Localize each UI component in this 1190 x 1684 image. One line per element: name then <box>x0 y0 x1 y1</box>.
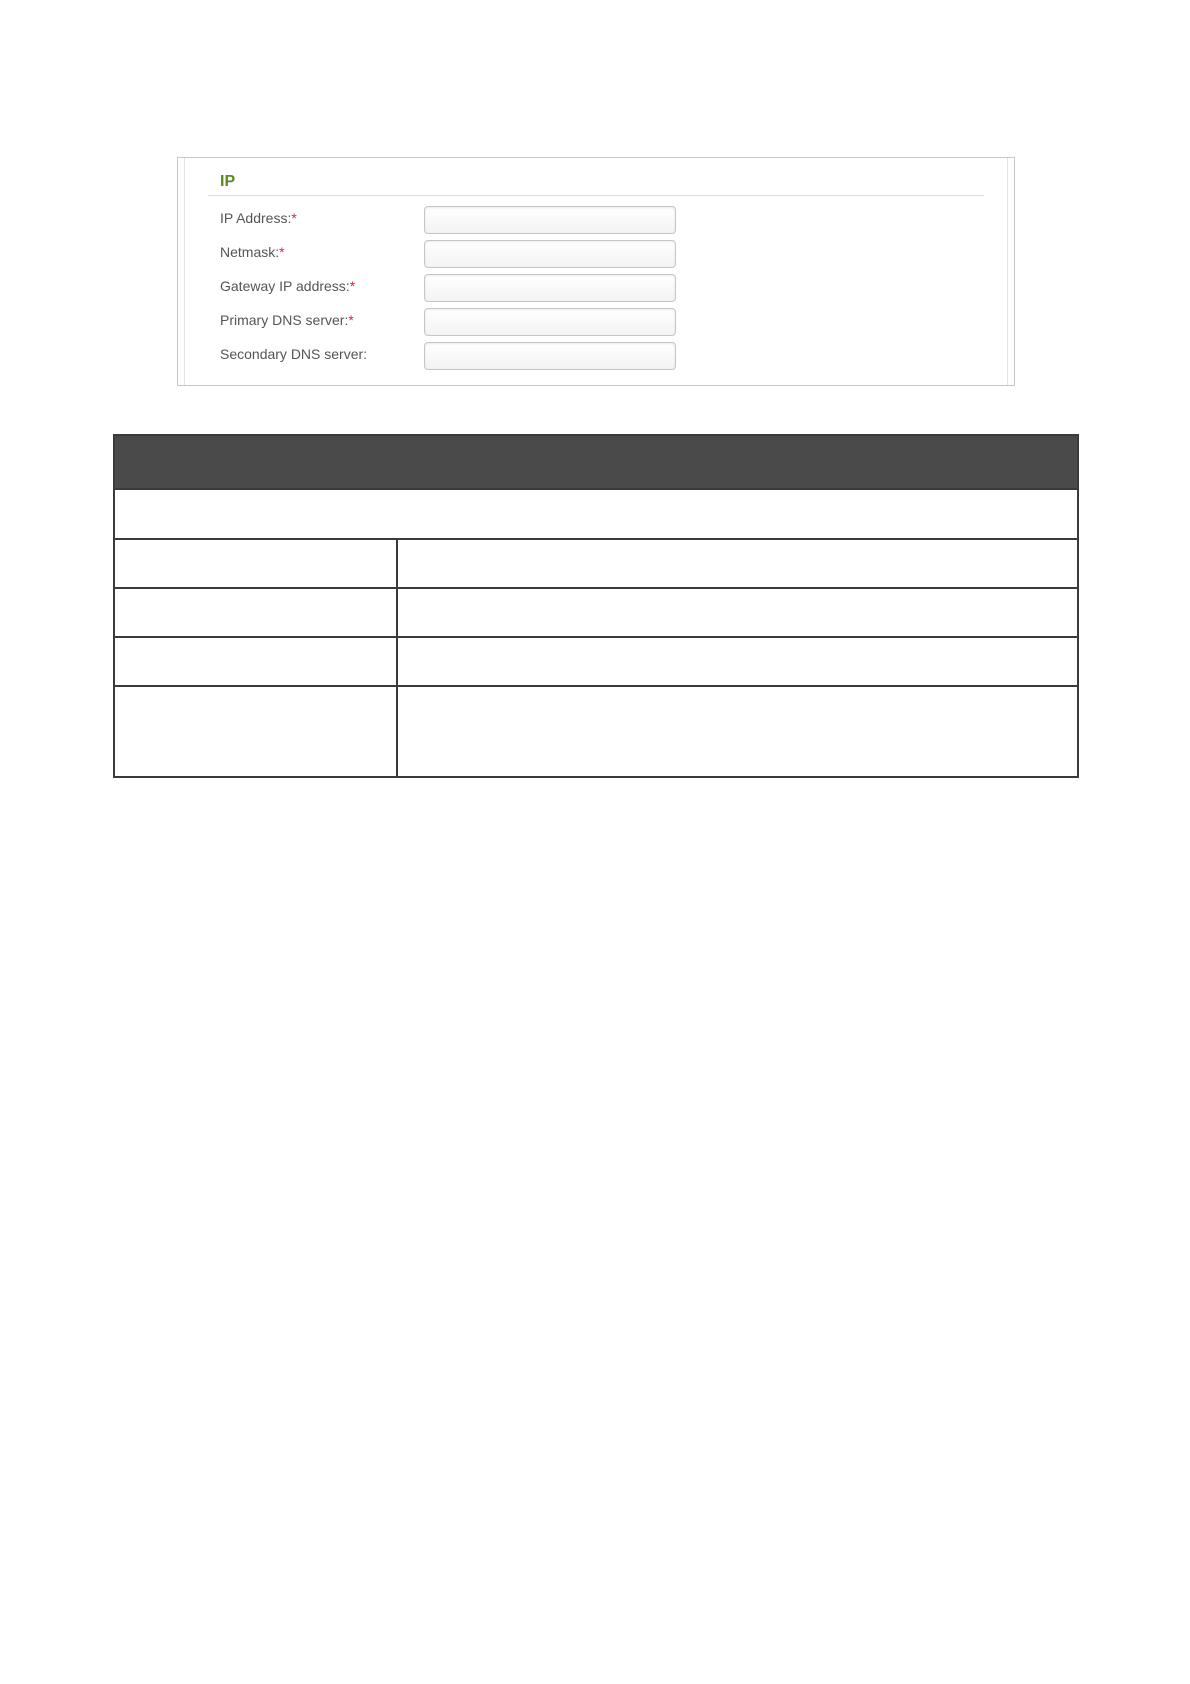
table-param-cell <box>114 686 397 777</box>
table-row <box>114 686 1078 777</box>
table-param-cell <box>114 637 397 686</box>
netmask-label: Netmask:* <box>220 244 285 260</box>
primary-dns-row <box>220 308 720 338</box>
secondary-dns-input[interactable] <box>424 342 676 370</box>
netmask-row <box>220 240 720 270</box>
table-param-cell <box>114 588 397 637</box>
parameters-table <box>113 434 1079 778</box>
gateway-label: Gateway IP address:* <box>220 278 356 294</box>
gateway-input[interactable] <box>424 274 676 302</box>
primary-dns-input[interactable] <box>424 308 676 336</box>
secondary-dns-row <box>220 342 720 372</box>
table-description-cell <box>397 588 1078 637</box>
required-marker: * <box>348 312 354 328</box>
table-section-cell <box>114 489 1078 539</box>
table-description-cell <box>397 686 1078 777</box>
panel-left-rule <box>184 158 185 385</box>
table-header-row <box>114 435 1078 489</box>
ip-address-row <box>220 206 720 236</box>
section-divider <box>208 195 984 196</box>
panel-right-rule <box>1007 158 1008 385</box>
table-header <box>114 435 1078 489</box>
table-section-row <box>114 489 1078 539</box>
table-description-cell <box>397 637 1078 686</box>
table-row <box>114 539 1078 588</box>
primary-dns-label: Primary DNS server:* <box>220 312 354 328</box>
table-row <box>114 637 1078 686</box>
table-row <box>114 588 1078 637</box>
required-marker: * <box>291 210 297 226</box>
required-marker: * <box>279 244 285 260</box>
table-param-cell <box>114 539 397 588</box>
gateway-row <box>220 274 720 304</box>
netmask-input[interactable] <box>424 240 676 268</box>
ip-address-label: IP Address:* <box>220 210 297 226</box>
ip-address-input[interactable] <box>424 206 676 234</box>
required-marker: * <box>349 278 356 294</box>
section-title: IP <box>220 173 236 190</box>
ip-settings-panel <box>177 157 1015 386</box>
table-description-cell <box>397 539 1078 588</box>
secondary-dns-label: Secondary DNS server: <box>220 346 368 362</box>
